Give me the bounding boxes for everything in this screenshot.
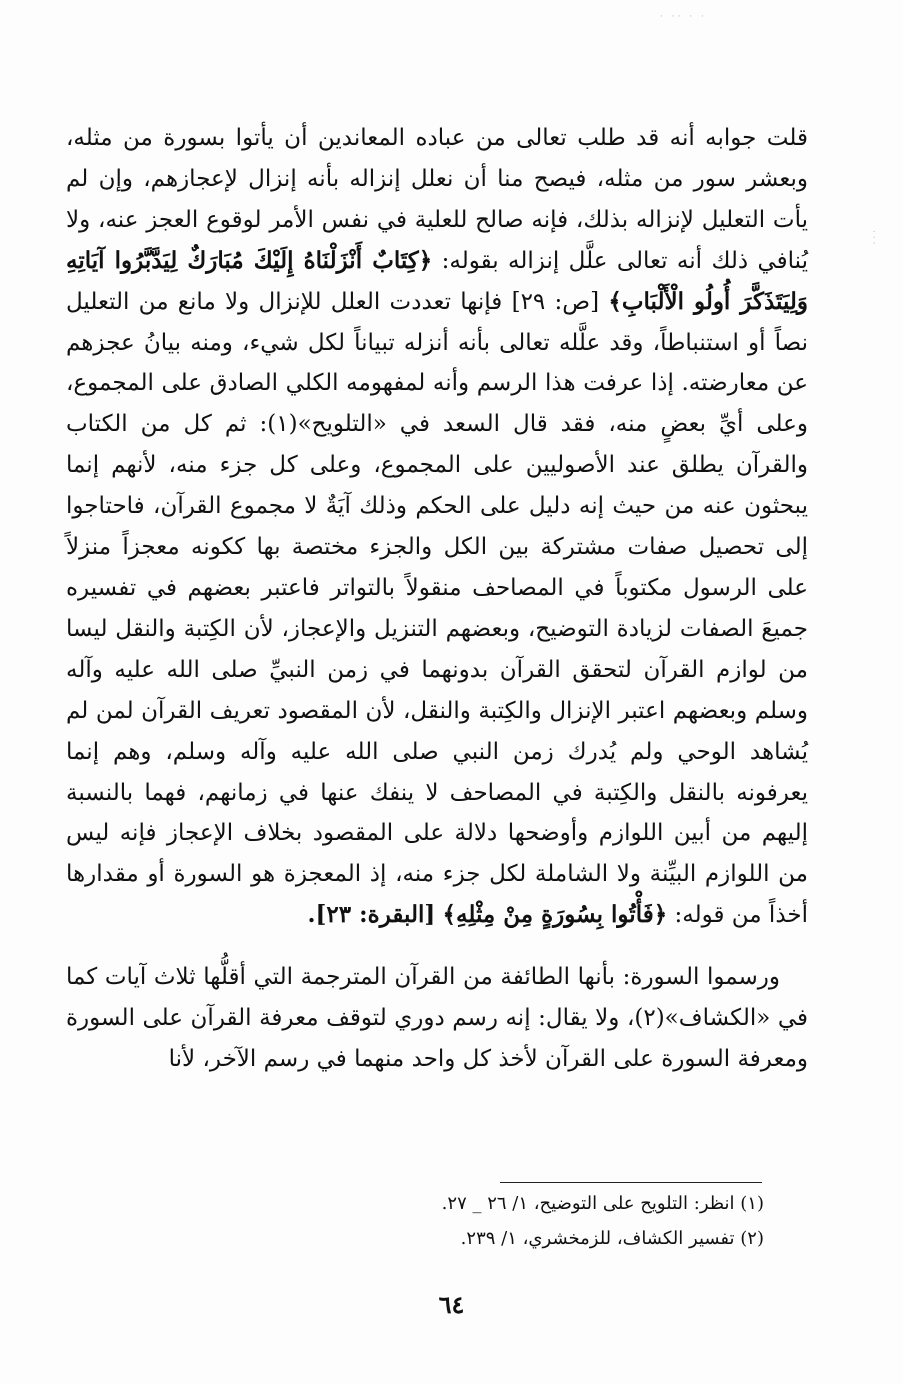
text-segment: ورسموا السورة: بأنها الطائفة من القرآن المترجمة التي أقلُّها ثلاث آيات كما في «الكشاف»(٢)، ولا يقال: إنه رسم دوري لتوقف معرفة القرآن على السورة ومعرفة السورة على القرآن لأخذ كل واحد منهما في رسم الآخر، لأنا (66, 964, 808, 1072)
paragraph-spacer (66, 936, 808, 957)
footnote: (٢) تفسير الكشاف، للزمخشري، ١/ ٢٣٩. (460, 1228, 764, 1249)
paragraph (66, 957, 808, 1080)
footnote: (١) انظر: التلويح على التوضيح، ١/ ٢٦ _ ٢٧. (441, 1193, 764, 1214)
quran-verse: ﴿كِتَابٌ أَنْزَلْنَاهُ إِلَيْكَ مُبَارَكٌ لِيَدَّبَّرُوا آيَاتِهِ وَلِيَتَذَكَّرَ أُولُو الْأَلْبَابِ﴾ (66, 246, 809, 315)
body-text (66, 118, 808, 1080)
footnote-separator (500, 1182, 762, 1183)
verse-reference: [البقرة: ٢٣]. (307, 901, 436, 929)
quran-verse: ﴿فَأْتُوا بِسُورَةٍ مِنْ مِثْلِهِ﴾ (442, 901, 668, 929)
page-number: ٦٤ (438, 1290, 465, 1319)
text-segment (435, 902, 442, 928)
footnotes (300, 1186, 764, 1256)
scan-speck: · ·· · · (660, 12, 707, 22)
scan-speck: · · · (868, 230, 878, 245)
text-segment: قلت جوابه أنه قد طلب تعالى من عباده المعاندين أن يأتوا بسورة من مثله، وبعشر سور من مثله، فيصح منا أن نعلل إنزاله بأنه إنزال لإعجازهم، وإن لم يأت التعليل لإنزاله بذلك، فإنه صالح للعلية في نفس الأمر لوقوع العجز عنه، ولا يُنافي ذلك أنه تعالى علَّل إنزاله بقوله: (66, 125, 809, 274)
text-segment: [ص: ٢٩] فإنها تعددت العلل للإنزال ولا مانع من التعليل نصاً أو استنباطاً، وقد علَّله تعالى بأنه أنزله تبياناً لكل شيء، ومنه بيانُ عجزهم عن معارضته. إذا عرفت هذا الرسم وأنه لمفهومه الكلي الصادق على المجموع، وعلى أيِّ بعضٍ منه، فقد قال السعد في «التلويح»(١): ثم كل من الكتاب والقرآن يطلق عند الأصوليين على المجموع، وعلى كل جزء منه، لأنهم إنما يبحثون عنه من حيث إنه دليل على الحكم وذلك آيَةٌ لا مجموع القرآن، فاحتاجوا إلى تحصيل صفات مشتركة بين الكل والجزء مختصة بها ككونه معجزاً منزلاً على الرسول مكتوباً في المصاحف منقولاً بالتواتر فاعتبر بعضهم في تفسيره جميعَ الصفات لزيادة التوضيح، وبعضهم التنزيل والإعجاز، لأن الكِتبة والنقل ليسا من لوازم القرآن لتحقق القرآن بدونهما في زمن النبيِّ صلى الله عليه وآله وسلم وبعضهم اعتبر الإنزال والكِتبة والنقل، لأن المقصود تعريف القرآن لمن لم يُشاهد الوحي ولم يُدرك زمن النبي صلى الله عليه وآله وسلم، وهم إنما يعرفونه بالنقل والكِتبة في المصاحف لا ينفك عنها في زمانهم، فهما بالنسبة إليهم من أبين اللوازم وأوضحها دلالة على المقصود بخلاف الإعجاز فإنه ليس من اللوازم البيِّنة ولا الشاملة لكل جزء منه، إذ المعجزة هو السورة أو مقدارها أخذاً من قوله: (66, 288, 808, 929)
paragraph (66, 118, 808, 936)
